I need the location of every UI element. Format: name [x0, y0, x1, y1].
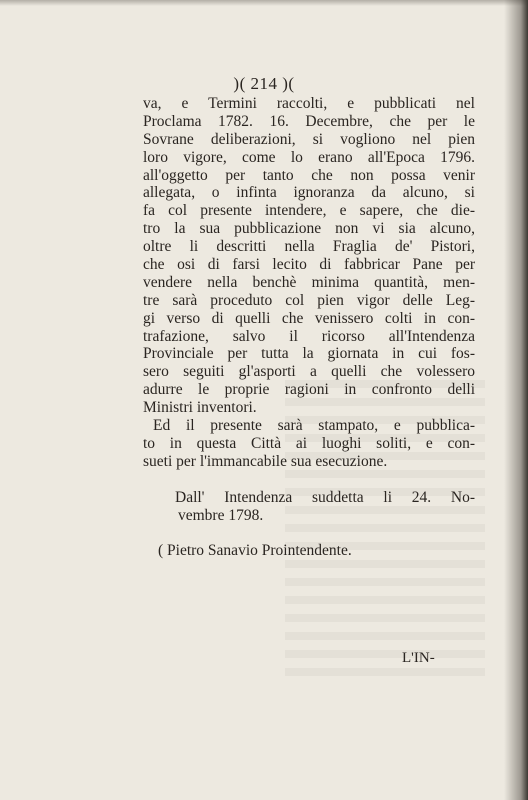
- page-number: )( 214 )(: [233, 74, 295, 93]
- text-line: loro vigore, come lo erano all'Epoca 1796.: [143, 148, 475, 166]
- text-line: gi verso di quelli che venissero colti in con-: [143, 309, 475, 327]
- page-edge-shadow: [504, 0, 528, 800]
- text-line: Sovrane deliberazioni, si vogliono nel pien: [143, 130, 475, 148]
- text-line: trafazione, salvo il ricorso all'Intendenza: [143, 327, 475, 345]
- text-line: fa col presente intendere, e sapere, che die-: [143, 202, 475, 220]
- text-line: oltre li descritti nella Fraglia de' Pistori,: [143, 238, 475, 256]
- page-top-edge: [0, 0, 528, 6]
- text-line: Ed il presente sarà stampato, e pubblica-: [153, 417, 475, 435]
- text-line: all'oggetto per tanto che non possa venir: [143, 166, 475, 184]
- text-line: vendere nella benchè minima quantità, men-: [143, 273, 475, 291]
- catchword: L'IN-: [402, 650, 435, 666]
- text-line: sero seguiti gl'asporti a quelli che volessero: [143, 363, 475, 381]
- text-line: adurre le proprie ragioni in confronto delli: [143, 381, 475, 399]
- text-line: tre sarà proceduto col pien vigor delle Leg-: [143, 291, 475, 309]
- dateline: [175, 489, 475, 525]
- dateline-line: Dall' Intendenza suddetta li 24. No-: [175, 489, 475, 506]
- text-line: Proclama 1782. 16. Decembre, che per le: [143, 112, 475, 130]
- text-line: tro la sua pubblicazione non vi sia alcuno,: [143, 220, 475, 238]
- body-text: [143, 95, 475, 471]
- signature: ( Pietro Sanavio Prointendente.: [158, 542, 352, 559]
- dateline-line: vembre 1798.: [178, 506, 264, 524]
- text-line: allegata, o infinta ignoranza da alcuno, si: [143, 184, 475, 202]
- text-line: Ministri inventori.: [143, 399, 257, 417]
- text-line: che osi di farsi lecito di fabbricar Pane per: [143, 256, 475, 274]
- text-line: Provinciale per tutta la giornata in cui fos-: [143, 345, 475, 363]
- text-line: to in questa Città ai luoghi soliti, e con-: [143, 434, 475, 452]
- text-line: va, e Termini raccolti, e pubblicati nel: [143, 95, 475, 112]
- text-line: sueti per l'immancabile sua esecuzione.: [143, 452, 388, 470]
